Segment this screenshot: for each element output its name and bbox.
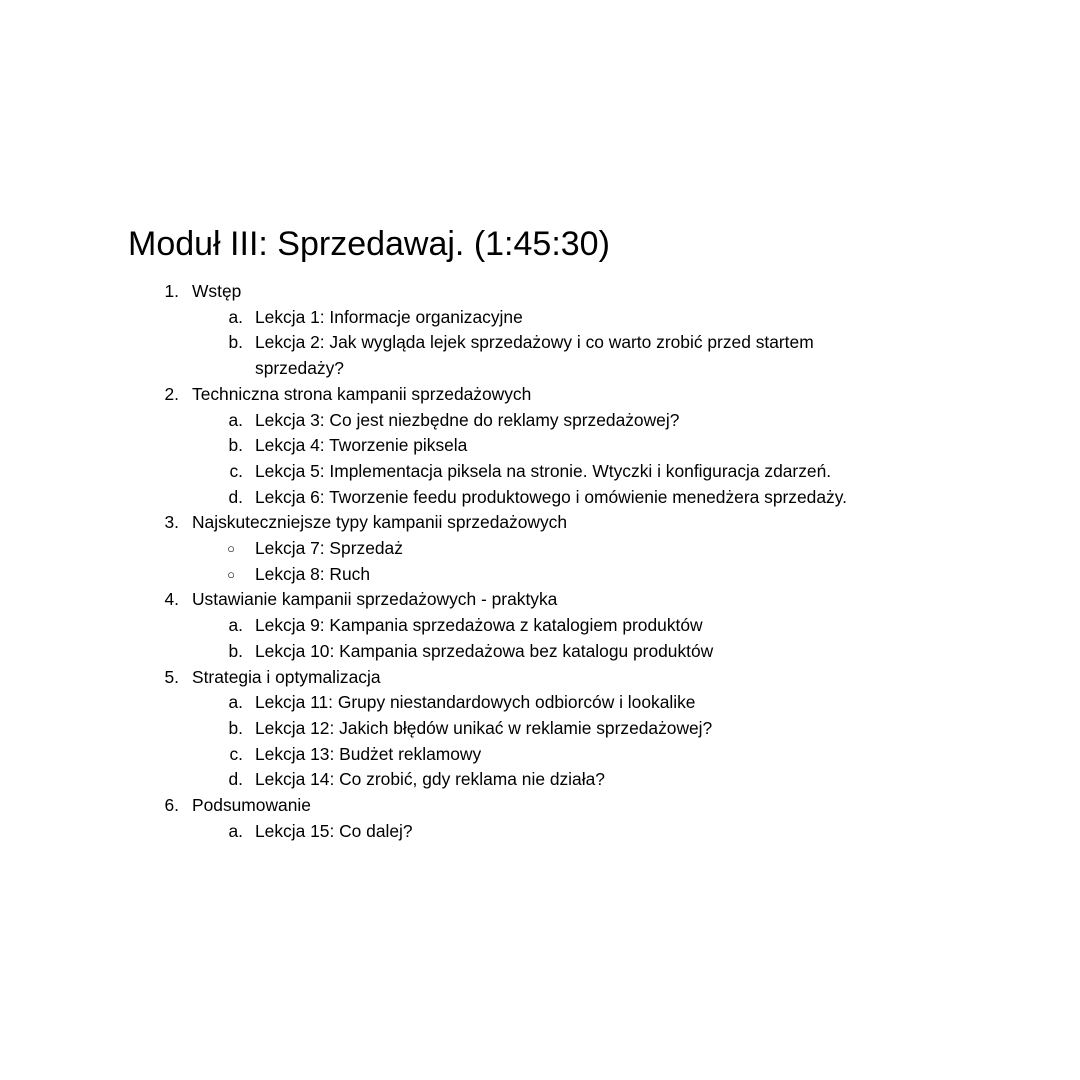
lesson-list: [0, 819, 1080, 845]
lesson-title: Lekcja 1: Informacje organizacyjne: [255, 306, 523, 327]
lesson-marker: c.: [229, 743, 243, 764]
lesson-item: [0, 408, 895, 434]
lesson-title: Lekcja 7: Sprzedaż: [255, 538, 403, 559]
lesson-marker: d.: [228, 769, 243, 790]
lesson-list: [0, 613, 1080, 664]
section-number: 2.: [164, 383, 179, 404]
bullet-marker: ○: [227, 566, 235, 582]
section-title: Techniczna strona kampanii sprzedażowych: [192, 383, 532, 404]
lesson-title: Lekcja 3: Co jest niezbędne do reklamy sprzedażowej?: [255, 409, 680, 430]
lesson-marker: d.: [228, 486, 243, 507]
section-number: 6.: [164, 795, 179, 816]
section-number: 3.: [164, 512, 179, 533]
lesson-marker: b.: [228, 717, 243, 738]
lesson-item: [0, 536, 895, 562]
section-item: [0, 665, 1080, 794]
lesson-list: [0, 536, 1080, 587]
lesson-title: Lekcja 11: Grupy niestandardowych odbiorców i lookalike: [255, 692, 696, 713]
lesson-list: [0, 690, 1080, 793]
lesson-item: [0, 767, 895, 793]
lesson-marker: b.: [228, 640, 243, 661]
section-number: 5.: [164, 666, 179, 687]
lesson-title: Lekcja 13: Budżet reklamowy: [255, 743, 482, 764]
lesson-item: [0, 690, 895, 716]
course-outline: [0, 279, 1080, 844]
lesson-marker: b.: [228, 332, 243, 353]
section-item: [0, 587, 1080, 664]
lesson-title: Lekcja 6: Tworzenie feedu produktowego i omówienie menedżera sprzedaży.: [255, 486, 847, 507]
lesson-list: [0, 305, 1080, 382]
lesson-item: [0, 330, 895, 381]
lesson-marker: a.: [228, 615, 243, 636]
lesson-list: [0, 408, 1080, 511]
lesson-title: Lekcja 4: Tworzenie piksela: [255, 435, 468, 456]
lesson-item: [0, 613, 895, 639]
page-title: Moduł III: Sprzedawaj. (1:45:30): [128, 225, 610, 263]
section-row: [0, 793, 1080, 819]
lesson-title: Lekcja 12: Jakich błędów unikać w reklamie sprzedażowej?: [255, 717, 713, 738]
bullet-marker: ○: [227, 541, 235, 557]
section-item: [0, 793, 1080, 844]
section-row: [0, 665, 1080, 691]
lesson-item: [0, 305, 895, 331]
lesson-title: Lekcja 9: Kampania sprzedażowa z katalogiem produktów: [255, 615, 703, 636]
lesson-item: [0, 819, 895, 845]
lesson-title: Lekcja 2: Jak wygląda lejek sprzedażowy i co warto zrobić przed startem sprzedaży?: [255, 332, 814, 379]
section-row: [0, 382, 1080, 408]
section-title: Ustawianie kampanii sprzedażowych - praktyka: [192, 589, 558, 610]
lesson-title: Lekcja 14: Co zrobić, gdy reklama nie działa?: [255, 769, 605, 790]
lesson-marker: a.: [228, 820, 243, 841]
section-item: [0, 279, 1080, 382]
section-number: 4.: [164, 589, 179, 610]
lesson-item: [0, 485, 955, 511]
lesson-item: [0, 459, 895, 485]
section-item: [0, 510, 1080, 587]
lesson-marker: a.: [228, 306, 243, 327]
section-item: [0, 382, 1080, 511]
lesson-item: [0, 433, 895, 459]
lesson-marker: a.: [228, 409, 243, 430]
lesson-item: [0, 742, 895, 768]
lesson-title: Lekcja 10: Kampania sprzedażowa bez katalogu produktów: [255, 640, 714, 661]
lesson-item: [0, 562, 895, 588]
lesson-item: [0, 639, 895, 665]
lesson-title: Lekcja 8: Ruch: [255, 563, 371, 584]
section-title: Wstęp: [192, 281, 242, 301]
section-row: [0, 510, 1080, 536]
lesson-item: [0, 716, 895, 742]
lesson-title: Lekcja 15: Co dalej?: [255, 820, 413, 841]
lesson-title: Lekcja 5: Implementacja piksela na stronie. Wtyczki i konfiguracja zdarzeń.: [255, 460, 832, 481]
lesson-marker: a.: [228, 692, 243, 713]
lesson-marker: b.: [228, 435, 243, 456]
section-row: [0, 279, 1080, 305]
section-title: Strategia i optymalizacja: [192, 666, 381, 687]
section-title: Najskuteczniejsze typy kampanii sprzedażowych: [192, 512, 568, 533]
section-number: 1.: [164, 281, 179, 301]
lesson-marker: c.: [229, 460, 243, 481]
section-title: Podsumowanie: [192, 795, 311, 816]
section-row: [0, 587, 1080, 613]
